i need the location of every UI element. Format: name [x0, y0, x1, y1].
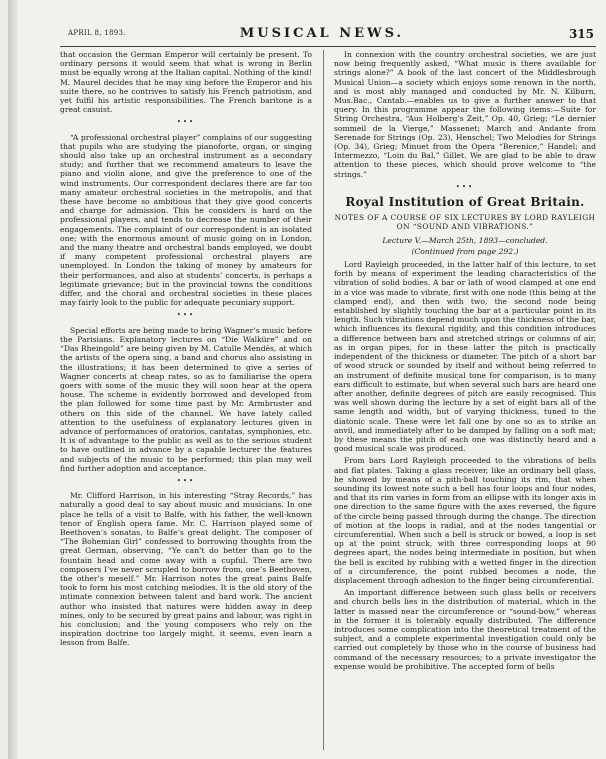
continued-note: (Continued from page 292.) — [411, 246, 519, 256]
right-column — [334, 50, 596, 674]
page-spine-shadow — [8, 0, 18, 759]
header-rule — [60, 46, 596, 47]
column-divider — [323, 50, 324, 750]
lecture-series-subtitle: NOTES OF A COURSE OF SIX LECTURES BY LORD RAYLEIGH ON “SOUND AND VIBRATIONS.” — [334, 213, 596, 232]
article-paragraph: “A professional orchestral player” complains of our suggesting that pupils who are studying the pianoforte, organ, or singing should also take up an orchestral instrument as a secondary study; and further that we recommend amateurs to leave the piano and violin alone, and give the preference to one of the wind instruments. Our correspondent declares there are far too many amateur orchestral societies in the metropolis, and that these have become so ambitious that they give good concerts and charge for admission. This he considers is hard on the professional players, and tends to decrease the number of their engagements. The complaint of our correspondent is an isolated one; with the enormous amount of music going on in London, and the many theatre and orchestral bands employed, we doubt if many competent professional orchestral players are unemployed. In London the taking of money by amateurs for their performances, and also at students’ concerts, is perhaps a legitimate grievance; but in the provincial towns the conditions differ, and the choral and orchestral societies in these places may fairly look to the public for adequate pecuniary support. — [60, 132, 312, 308]
article-paragraph: Lord Rayleigh proceeded, in the latter half of this lecture, to set forth by means of experiment the leading characteristics of the vibration of solid bodies. A bar or lath of wood clamped at one end in a vice was made to vibrate, first with one node (this being at the clamped end), and then with two, the second node being established by slightly touching the bar at a particular point in its length. Such vibrations depend much upon the thickness of the bar, which influences its flexural rigidity, and this condition introduces a difference between bars and stretched strings or columns of air, as in organ pipes, for in these latter the pitch is practically independent of the thickness or diameter. The pitch of a short bar of wood struck or sounded by itself and without being referred to an instrument of definite musical tone for comparison, is to many ears difficult to estimate, but when several such bars are heard one after another, definite degrees of pitch are easily recognised. This was well shown during the lecture by a set of eight bars all of the same length and width, but of varying thickness, tuned to the diatonic scale. These were let fall one by one so as to strike an anvil, and immediately after to be damped by falling on a soft mat; by these means the pitch of each one was distinctly heard and a good musical scale was produced. — [334, 260, 596, 454]
article-paragraph: that occasion the German Emperor will certainly be present. To ordinary persons it would seem that what is wrong in Berlin must be equally wrong at the Italian capital. Nothing of the kind! M. Maurel decides that he may sing before the Emperor and his suite there, so he contrives to satisfy his French patriotism, and yet fulfil his artistic responsibilities. The French baritone is a great casuist. — [60, 50, 312, 115]
section-separator: ••• — [455, 182, 475, 191]
page-header — [48, 26, 596, 44]
lecture-heading: Lecture V.—March 25th, 1893—concluded. — [382, 235, 548, 245]
masthead-title: MUSICAL NEWS. — [239, 26, 405, 41]
article-paragraph: An important difference between such glass bells or receivers and church bells lies in the distribution of material, which in the latter is massed near the circumference or “sound-bow,” whereas in the former it is tolerably equally distributed. The difference introduces some complication into the theoretical treatment of the subject, and a complete experimental investigation could only be carried out completely by those who in the course of business had command of the necessary resources; to a private investigator the expense would be prohibitive. The accepted form of bells — [334, 588, 596, 671]
issue-date: APRIL 8, 1893. — [68, 29, 126, 37]
article-paragraph: From bars Lord Rayleigh proceeded to the vibrations of bells and flat plates. Taking a glass receiver, like an ordinary bell glass, he showed by means of a pith-ball touching its rim, that when sounding its lowest note such a bell has four loops and four nodes, and that its rim varies in form from an ellipse with its longer axis in one direction to the same figure with the axes reversed, the figure of the circle being passed through during the change. The direction of motion at the loops is radial, and at the nodes tangential or circumferential. When such a bell is struck or bowed, a loop is set up at the point struck, with three corresponding loops at 90 degrees apart, the nodes being intermediate in position, but when the bell is excited by rubbing with a wetted finger in the direction of a circumference, the point rubbed becomes a node, the displacement through adhesion to the finger being circumferential. — [334, 456, 596, 585]
section-separator: ••• — [176, 311, 196, 320]
article-paragraph: Mr. Clifford Harrison, in his interesting “Stray Records,” has naturally a good deal to say about music and musicians. In one place he tells of a visit to Balfe, with his father, the well-known tenor of English opera fame. Mr. C. Harrison played some of Beethoven’s sonatas, to Balfe’s great delight. The composer of “The Bohemian Girl” confessed to borrowing thoughts from the great German, observing, “Ye can’t do better than go to the fountain head and come away with a cupful. There are two composers I’ve never scrupled to borrow from, one’s Beethoven, the other’s meself.” Mr. Harrison notes the great pains Balfe took to form his most catching melodies. It is the old story of the intimate connexion between talent and hard work. The ancient author who insisted that natures were hidden away in deep mines, only to be secured by great pains and labour, was right in his conclusion; and the young composers who rely on the inspiration doctrine too largely might, it seems, even learn a lesson from Balfe. — [60, 491, 312, 648]
section-separator: ••• — [176, 118, 196, 127]
section-separator: ••• — [176, 476, 196, 485]
section-title: Royal Institution of Great Britain. — [345, 195, 585, 210]
left-column — [60, 50, 312, 651]
page-number: 315 — [568, 27, 594, 41]
article-paragraph: In connexion with the country orchestral societies, we are just now being frequently asked, “What music is there available for strings alone?” A book of the last concert of the Middlesbrough Musical Union—a society which enjoys some renown in the north, and is most ably managed and conducted by Mr. N. Kilburn, Mus.Bac., Cantab.—enables us to give a further answer to that query. In this programme appear the following items:—Suite for String Orchestra, “Aus Holberg’s Zeit,” Op. 40, Grieg; “Le dernier sommeil de la Vierge,” Massenet; March and Andante from Serenade for Strings (Op. 23), Henschel; Two Melodies for Strings (Op. 34), Grieg; Minuet from the Opera “Berenice,” Handel; and Intermezzo, “Loin du Bal,” Gillet. We are glad to be able to draw attention to these pieces, which should prove welcome to “the strings.” — [334, 50, 596, 179]
article-paragraph: Special efforts are being made to bring Wagner’s music before the Parisians. Explanatory lectures on “Die Walküre” and on “Das Rheingold” are being given by M. Catulle Mendès, at which the artists of the opera sing, a band and chorus also assisting in the illustrations; it has been determined to give a series of Wagner concerts at cheap rates, so as to familiarise the opera goers with some of the music they will soon hear at the opera house. The scheme is evidently borrowed and developed from the plan followed for some time past by Mr. Armbruster and others on this side of the channel. We have lately called attention to the usefulness of explanatory lectures given in advance of performances of oratorios, cantatas, symphonies, etc. It is of advantage to the public as well as to the serious student to have outlined in advance by a capable lecturer the features and subjects of the music to be performed; this plan may well find further adoption and acceptance. — [60, 325, 312, 473]
newspaper-page — [8, 0, 606, 759]
